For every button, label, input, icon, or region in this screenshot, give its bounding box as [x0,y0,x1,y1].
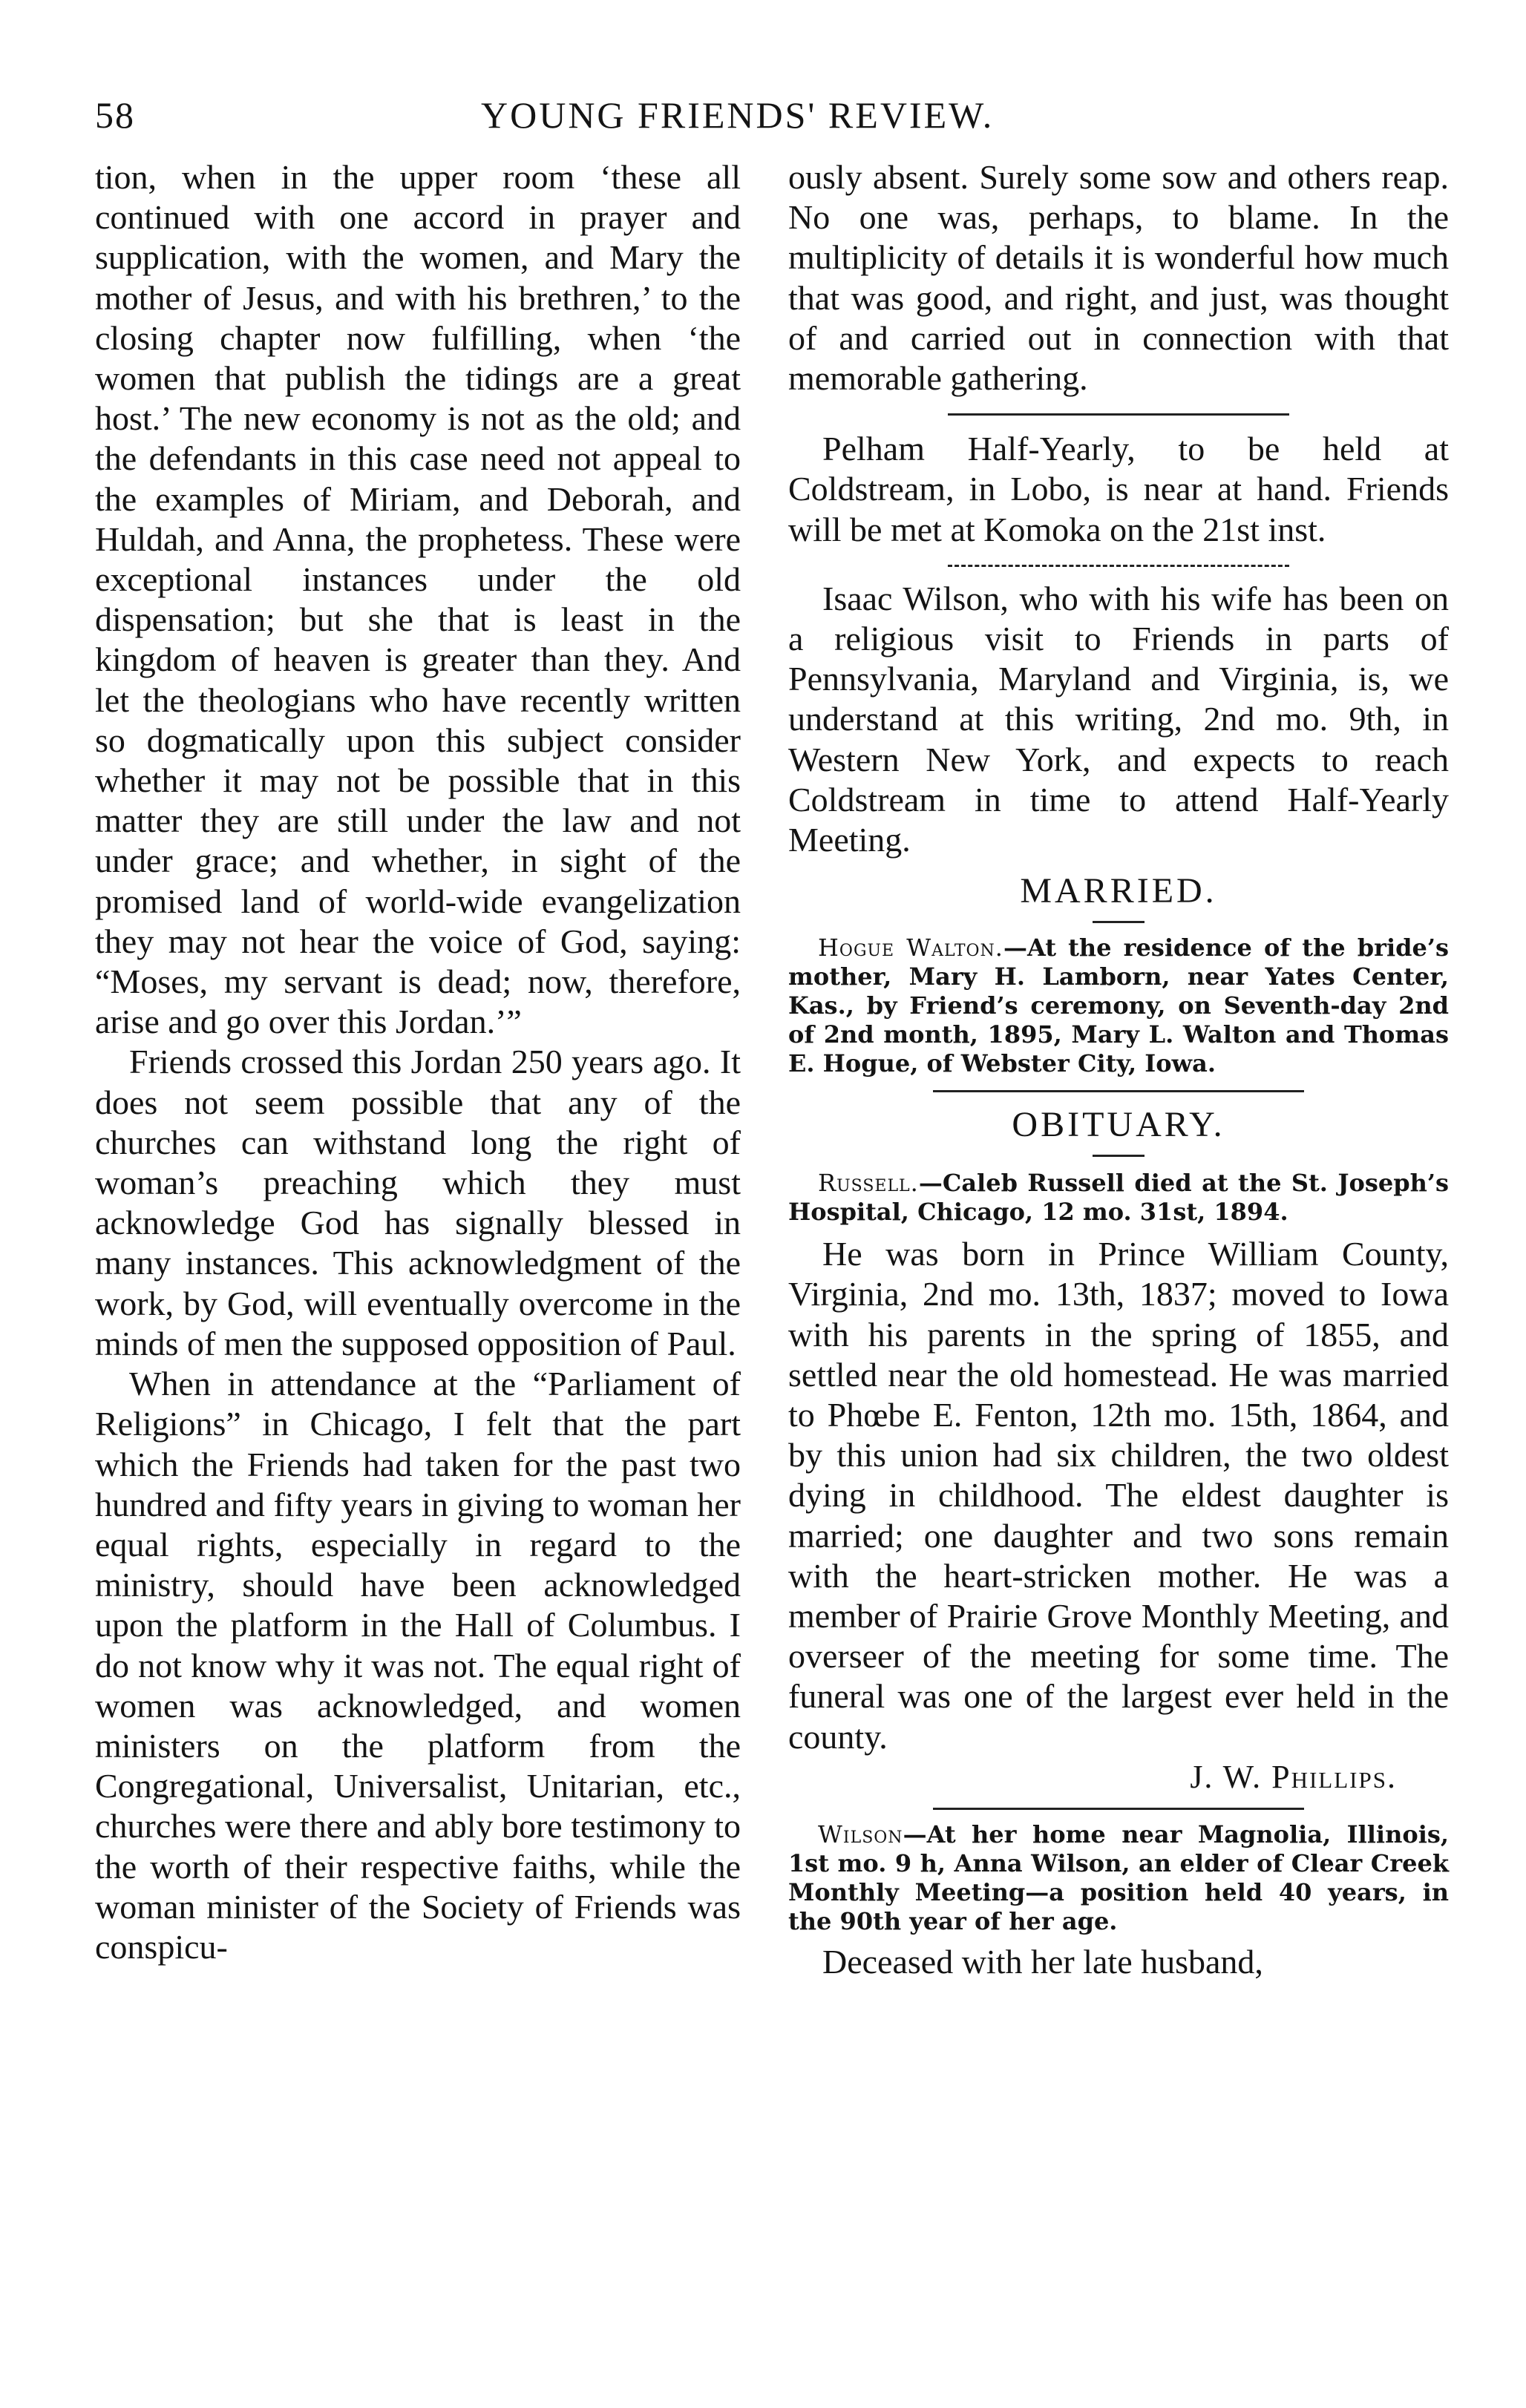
page-header [95,88,1453,147]
left-paragraph-3: When in attendance at the “Parliament of Religions” in Chicago, I felt that the part which the Friends had taken for the past two hundred and fifty years in giving to woman her equal rights, especially in regard to the ministry, should have been acknowledged upon the platform in the Hall of Columbus. I do not know why it was not. The equal right of women was acknowledged, and women ministers on the platform from the Congregational, Universalist, Unitarian, etc., churches were there and ably bore testimony to the worth of their respective faiths, while the woman minister of the Society of Friends was conspicu- [95,1365,741,1966]
divider-rule-dashed [948,565,1289,567]
right-column [788,157,1449,1982]
page-number: 58 [95,94,135,136]
short-rule [1093,921,1144,923]
short-rule [1093,1155,1144,1157]
marriage-text: —At the residence of the bride’s mother, Mary H. Lamborn, near Yates Center, Kas., by Friend’s ceremony, on Seventh-day 2nd of 2nd month, 1895, Mary L. Walton and Thomas E. Hogue, of Webster City, Iowa. [788,934,1450,1078]
divider-rule [948,413,1289,416]
right-paragraph-1: ously absent. Surely some sow and others reap. No one was, perhaps, to blame. In the multiplicity of details it is wonderful how much that was good, and right, and just, was thought of and carried out in connection with that memorable gathering. [788,158,1449,398]
right-paragraph-2: Pelham Half-Yearly, to be held at Coldstream, in Lobo, is near at hand. Friends will be met at Komoka on the 21st inst. [788,430,1449,548]
divider-rule [933,1808,1304,1810]
obituary-heading: OBITUARY. [1012,1105,1225,1145]
married-heading: MARRIED. [1020,871,1217,911]
divider-rule [933,1090,1304,1092]
left-column [95,157,741,1967]
marriage-names: Hogue Walton. [818,934,1003,962]
russell-body: He was born in Prince William County, Virginia, 2nd mo. 13th, 1837; moved to Iowa with his parents in the spring of 1855, and settled near the old homestead. He was married to Phœbe E. Fenton, 12th mo. 15th, 1864, and by this union had six children, the two oldest dying in childhood. The eldest daughter is married; one daughter and two sons remain with the heart-stricken mother. He was a member of Prairie Grove Monthly Meeting, and overseer of the meeting for some time. The funeral was one of the largest ever held in the county. [788,1235,1449,1756]
running-head: YOUNG FRIENDS' REVIEW. [481,94,995,136]
signature: J. W. Phillips. [1190,1758,1397,1795]
russell-notice [788,1169,1449,1227]
marriage-notice [788,934,1449,1078]
russell-notice-text: —Caleb Russell died at the St. Joseph’s Hospital, Chicago, 12 mo. 31st, 1894. [788,1169,1449,1227]
left-paragraph-2: Friends crossed this Jordan 250 years ago. It does not seem possible that any of the churches can withstand long the right of woman’s preaching which they must acknowledge God has signally blessed in many instances. This acknowledgment of the work, by God, will eventually overcome in the minds of men the supposed opposition of Paul. [95,1043,741,1362]
russell-name: Russell. [818,1169,919,1198]
right-paragraph-3: Isaac Wilson, who with his wife has been on a religious visit to Friends in parts of Pennsylvania, Maryland and Virginia, is, we understand at this writing, 2nd mo. 9th, in Western New York, and expects to reach Coldstream in time to attend Half-Yearly Meeting. [788,579,1449,859]
left-paragraph-1: tion, when in the upper room ‘these all continued with one accord in prayer and supplication, with the women, and Mary the mother of Jesus, and with his brethren,’ to the closing chapter now fulfilling, when ‘the women that publish the tidings are a great host.’ The new economy is not as the old; and the defendants in this case need not appeal to the examples of Miriam, and Deborah, and Huldah, and Anna, the prophetess. These were exceptional instances under the old dispensation; but she that is least in the kingdom of heaven is greater than they. And let the theologians who have recently written so dogmatically upon this subject consider whether it may not be possible that in this matter they are still under the law and not under grace; and whether, in sight of the promised land of world-wide evangelization they may not hear the voice of God, saying: “Moses, my servant is dead; now, therefore, arise and go over this Jordan.’” [95,158,741,1041]
wilson-name: Wilson [818,1820,903,1848]
wilson-notice-text: —At her home near Magnolia, Illinois, 1st mo. 9 h, Anna Wilson, an elder of Clear Creek Monthly Meeting—a position held 40 years, in the 90th year of her age. [788,1820,1449,1935]
wilson-notice [788,1820,1449,1936]
wilson-body: Deceased with her late husband, [822,1942,1263,1981]
